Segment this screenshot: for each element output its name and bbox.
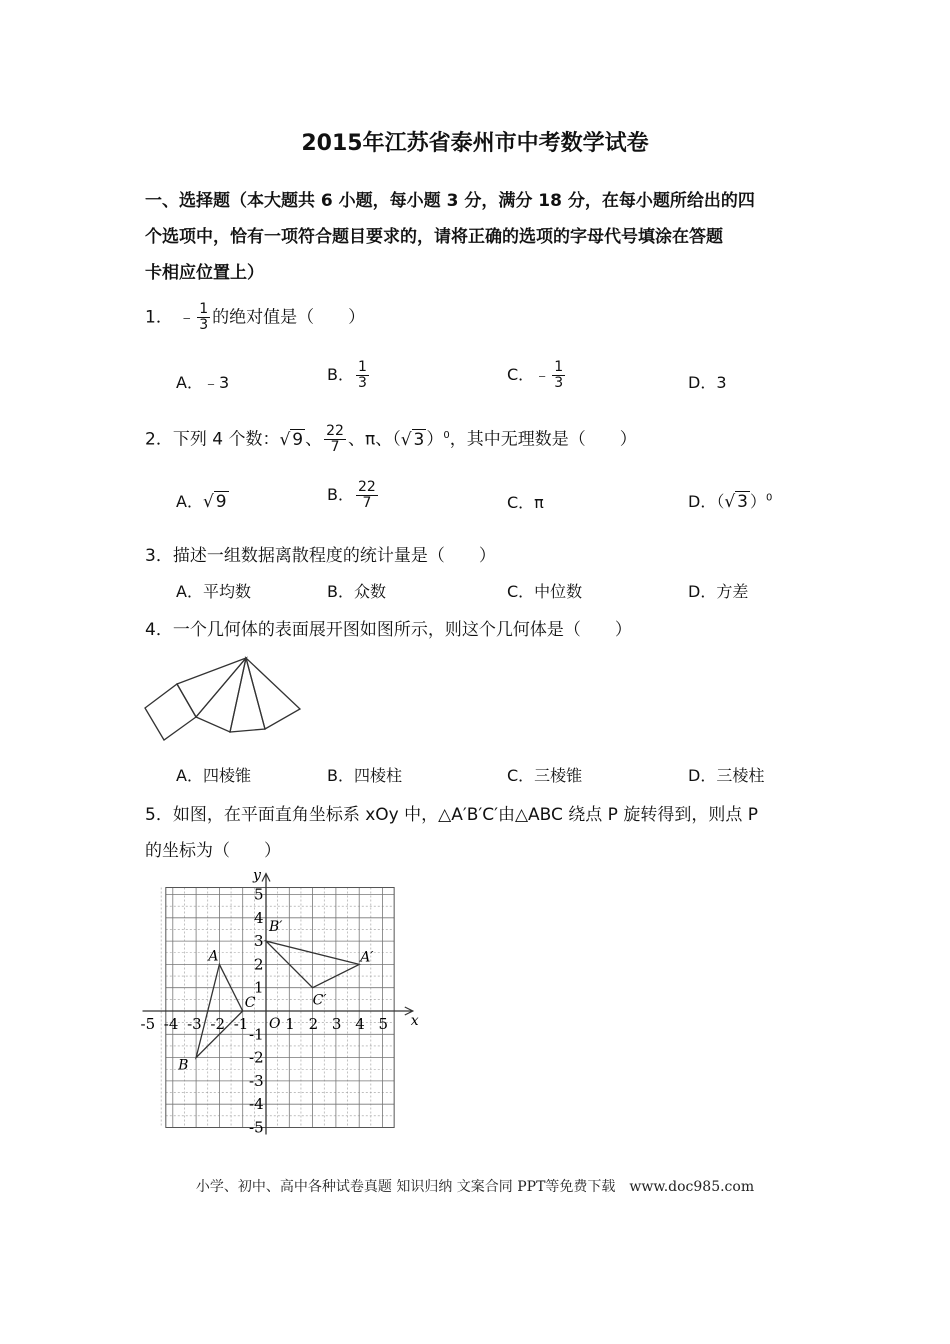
y-tick-label: 5	[254, 885, 264, 904]
y-tick-label: 1	[254, 978, 264, 997]
q1-option-d: D．3	[688, 373, 727, 392]
q2-text2: 、π、（	[347, 429, 401, 450]
y-tick-label: -2	[249, 1048, 264, 1067]
q4-option-a: A．四棱锥	[176, 766, 251, 785]
q2-exp: 0	[443, 429, 450, 441]
x-tick-label: 3	[331, 1015, 342, 1033]
y-tick-label: -5	[249, 1118, 264, 1137]
q1-fraction	[197, 302, 210, 333]
q2-text3: ）	[426, 429, 444, 450]
q1-neg: ﹣	[178, 307, 196, 328]
y-tick-label: -3	[249, 1071, 264, 1090]
x-tick-label: -2	[210, 1015, 226, 1033]
x-tick-label: -1	[233, 1015, 249, 1033]
q1-number: 1．	[145, 307, 173, 328]
y-tick-label: 3	[254, 932, 264, 951]
q1-option-a: A．﹣3	[176, 373, 230, 392]
q2-b-den: 7	[362, 495, 372, 511]
q1-c-den: 3	[554, 375, 564, 391]
y-axis-label: y	[253, 867, 261, 884]
question-5-line1: 5．如图，在平面直角坐标系 xOy 中，△A′B′C′由△ABC 绕点 P 旋转得到，则点 P	[145, 805, 758, 825]
q1-c-num: 1	[554, 359, 564, 375]
q2-option-b	[327, 480, 380, 511]
x-tick-label: -3	[187, 1015, 202, 1033]
q2-text4: ，其中无理数是（ ）	[449, 429, 637, 450]
question-1	[145, 302, 365, 333]
q2-a-rad: 9	[215, 492, 227, 512]
point-c-label: C	[244, 995, 256, 1011]
q4-option-b: B．四棱柱	[327, 766, 402, 785]
q1-option-c	[507, 360, 567, 391]
question-4: 4．一个几何体的表面展开图如图所示，则这个几何体是（ ）	[145, 620, 632, 640]
q2-sqrt3: √ 3	[400, 429, 425, 450]
q1-frac-den: 3	[199, 317, 209, 333]
point-b-label: B	[178, 1057, 189, 1074]
q1-c-label: C．﹣	[507, 365, 551, 384]
q2-frac-den: 7	[330, 439, 340, 455]
q1-b-den: 3	[357, 375, 367, 391]
y-tick-label: 2	[254, 955, 264, 974]
x-axis-label: x	[410, 1013, 419, 1029]
section-heading-line2: 个选项中，恰有一项符合题目要求的，请将正确的选项的字母代号填涂在答题	[145, 227, 723, 247]
q3-option-d: D．方差	[688, 582, 749, 601]
q1-text: 的绝对值是（ ）	[212, 307, 366, 328]
x-tick-label: 1	[285, 1015, 295, 1033]
q4-option-d: D．三棱柱	[688, 766, 765, 785]
x-tick-label: 4	[355, 1015, 365, 1033]
x-tick-label: 5	[378, 1015, 389, 1033]
q2-sqrt3-rad: 3	[413, 429, 425, 450]
net-square	[145, 684, 196, 740]
point-a-label: A	[208, 948, 219, 965]
q1-frac-num: 1	[199, 301, 209, 317]
footer-text: 小学、初中、高中各种试卷真题 知识归纳 文案合同 PPT等免费下载 www.doc985.com	[195, 1179, 755, 1195]
q2-frac-num: 22	[326, 423, 344, 439]
x-tick-label: -5	[140, 1015, 156, 1033]
section-heading-line1: 一、选择题（本大题共 6 小题，每小题 3 分，满分 18 分，在每小题所给出的四	[145, 191, 755, 211]
q2-sqrt9-rad: 9	[292, 429, 304, 450]
point-b2-label: B′	[269, 919, 283, 936]
question-5-line2: 的坐标为（ ）	[145, 841, 281, 861]
q1-option-b	[327, 360, 371, 391]
origin-label: O	[269, 1016, 281, 1032]
q1-b-label: B．	[327, 365, 354, 384]
q2-a-label: A．	[176, 492, 203, 511]
q3-option-a: A．平均数	[176, 582, 251, 601]
q2-fraction	[324, 424, 346, 455]
q2-text1: 下列 4 个数：	[172, 429, 280, 450]
question-3: 3．描述一组数据离散程度的统计量是（ ）	[145, 546, 496, 566]
coordinate-plane	[140, 867, 419, 1140]
y-tick-label: -1	[249, 1025, 264, 1044]
net-tri-4	[246, 658, 300, 729]
q2-number: 2．	[145, 429, 173, 450]
q2-b-num: 22	[357, 479, 376, 495]
q3-option-c: C．中位数	[507, 582, 583, 601]
q2-d-close: ）	[750, 492, 767, 511]
x-tick-label: 2	[308, 1015, 319, 1033]
q2-d-label: D．（	[688, 492, 725, 511]
question-2	[145, 424, 637, 455]
point-c2-label: C′	[312, 992, 327, 1009]
net-diagram	[140, 652, 306, 744]
q2-b-label: B．	[327, 485, 354, 504]
q3-option-b: B．众数	[327, 582, 386, 601]
section-heading-line3: 卡相应位置上）	[145, 263, 264, 283]
q2-sep1: 、	[305, 429, 323, 450]
q2-option-d: D．（√ 3 ）$^0$	[688, 492, 773, 512]
y-tick-label: 4	[254, 908, 264, 927]
q1-b-num: 1	[357, 359, 367, 375]
q2-option-a: A．√ 9	[176, 492, 227, 512]
q4-option-c: C．三棱锥	[507, 766, 583, 785]
q2-option-c: C．π	[507, 493, 544, 512]
point-a2-label: A′	[360, 949, 374, 966]
q2-d-rad: 3	[737, 492, 748, 512]
q2-d-exp: 0	[766, 492, 773, 504]
q2-sqrt9: √ 9	[279, 429, 304, 450]
x-tick-label: -4	[163, 1015, 179, 1033]
net-tri-3	[230, 658, 265, 732]
y-tick-label: -4	[249, 1095, 264, 1114]
page-title: 2015年江苏省泰州市中考数学试卷	[301, 131, 649, 156]
